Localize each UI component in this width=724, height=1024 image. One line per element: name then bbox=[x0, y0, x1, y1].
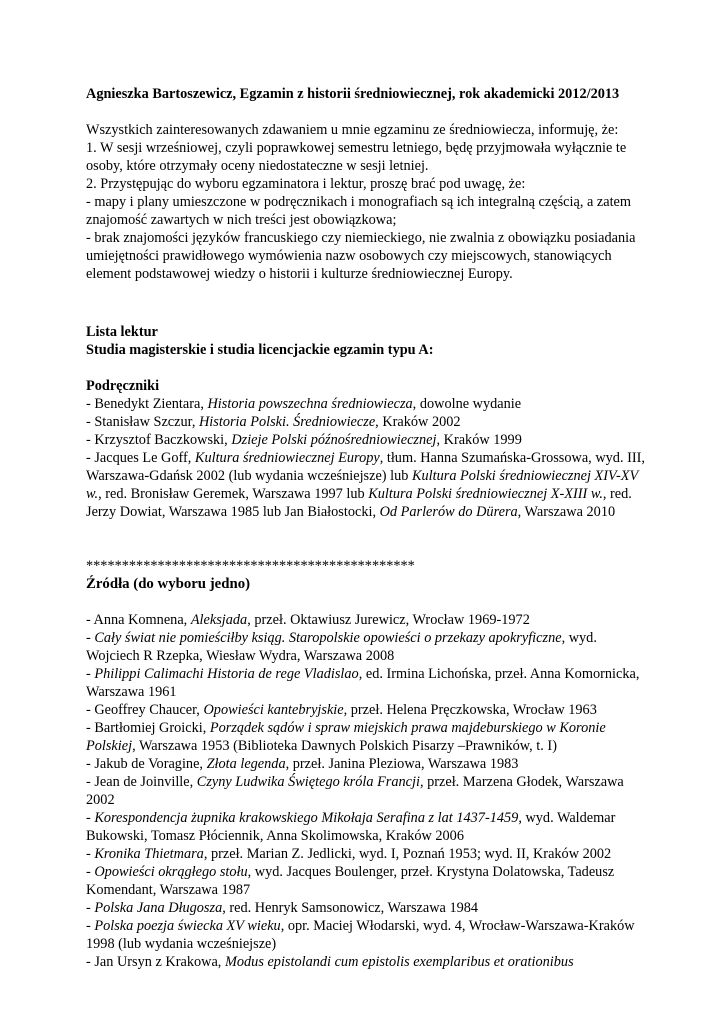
list-item: - Krzysztof Baczkowski, Dzieje Polski późnośredniowiecznej, Kraków 1999 bbox=[86, 432, 522, 448]
document-title: Agnieszka Bartoszewicz, Egzamin z historii średniowiecznej, rok akademicki 2012/2013 bbox=[86, 86, 620, 102]
list-item: - Korespondencja żupnika krakowskiego Mikołaja Serafina z lat 1437-1459, wyd. Waldemar Bukowski, Tomasz Płóciennik, Anna Skolimowska, Kraków 2006 bbox=[86, 810, 616, 844]
intro-paragraph: 1. W sesji wrześniowej, czyli poprawkowej semestru letniego, będę przyjmowała wyłącznie te osoby, które otrzymały oceny niedostateczne w sesji letniej. bbox=[86, 140, 627, 174]
sources-list bbox=[86, 611, 646, 971]
intro-paragraph: - brak znajomości języków francuskiego czy niemieckiego, nie zwalnia z obowiązku posiadania umiejętności prawidłowego wymówienia nazw osobowych czy miejscowych, stanowiących element podstawowej wiedzy o historii i kulturze średniowiecznej Europy. bbox=[86, 230, 636, 282]
reading-list-heading: Lista lektur bbox=[86, 324, 158, 340]
reading-list-subheading: Studia magisterskie i studia licencjackie egzamin typu A: bbox=[86, 342, 434, 358]
list-item: - Benedykt Zientara, Historia powszechna średniowiecza, dowolne wydanie bbox=[86, 396, 522, 412]
list-item: - Cały świat nie pomieściłby ksiąg. Staropolskie opowieści o przekazy apokryficzne, wyd. Wojciech R Rzepka, Wiesław Wydra, Warszawa 2008 bbox=[86, 630, 597, 664]
list-item: - Philippi Calimachi Historia de rege Vladislao, ed. Irmina Lichońska, przeł. Anna Komornicka, Warszawa 1961 bbox=[86, 666, 640, 700]
intro-paragraph: - mapy i plany umieszczone w podręcznikach i monografiach są ich integralną częścią, a zatem znajomość zawartych w nich treści jest obowiązkowa; bbox=[86, 194, 632, 228]
list-item: - Kronika Thietmara, przeł. Marian Z. Jedlicki, wyd. I, Poznań 1953; wyd. II, Kraków 2002 bbox=[86, 846, 612, 862]
list-item: - Opowieści okrągłego stołu, wyd. Jacques Boulenger, przeł. Krystyna Dolatowska, Tadeusz Komendant, Warszawa 1987 bbox=[86, 864, 615, 898]
list-item: - Geoffrey Chaucer, Opowieści kantebryjskie, przeł. Helena Pręczkowska, Wrocław 1963 bbox=[86, 702, 597, 718]
list-item: - Jacques Le Goff, Kultura średniowiecznej Europy, tłum. Hanna Szumańska-Grossowa, wyd. III, Warszawa-Gdańsk 2002 (lub wydania wcześniejsze) lub Kultura Polski średniowiecznej XIV-XV w., red. Bronisław Geremek, Warszawa 1997 lub Kultura Polski średniowiecznej X-XIII w., red. Jerzy Dowiat, Warszawa 1985 lub Jan Białostocki, Od Parlerów do Dürera, Warszawa 2010 bbox=[86, 450, 645, 520]
list-item: - Anna Komnena, Aleksjada, przeł. Oktawiusz Jurewicz, Wrocław 1969-1972 bbox=[86, 612, 530, 628]
intro-paragraph: Wszystkich zainteresowanych zdawaniem u mnie egzaminu ze średniowiecza, informuję, że: bbox=[86, 122, 619, 138]
list-item: - Jean de Joinville, Czyny Ludwika Świętego króla Francji, przeł. Marzena Głodek, Warszawa 2002 bbox=[86, 774, 624, 808]
sources-heading: Źródła (do wyboru jedno) bbox=[86, 576, 251, 592]
list-item: - Jan Ursyn z Krakowa, Modus epistolandi cum epistolis exemplaribus et orationibus bbox=[86, 954, 574, 970]
document-page bbox=[86, 85, 646, 971]
textbooks-heading: Podręczniki bbox=[86, 378, 160, 394]
list-item: - Stanisław Szczur, Historia Polski. Średniowiecze, Kraków 2002 bbox=[86, 414, 461, 430]
list-item: - Polska Jana Długosza, red. Henryk Samsonowicz, Warszawa 1984 bbox=[86, 900, 479, 916]
list-item: - Polska poezja świecka XV wieku, opr. Maciej Włodarski, wyd. 4, Wrocław-Warszawa-Kraków 1998 (lub wydania wcześniejsze) bbox=[86, 918, 635, 952]
separator: ********************************************** bbox=[86, 558, 415, 574]
intro-paragraph: 2. Przystępując do wyboru egzaminatora i lektur, proszę brać pod uwagę, że: bbox=[86, 176, 526, 192]
list-item: - Bartłomiej Groicki, Porządek sądów i spraw miejskich prawa majdeburskiego w Koronie Polskiej, Warszawa 1953 (Biblioteka Dawnych Polskich Pisarzy –Prawników, t. I) bbox=[86, 720, 606, 754]
list-item: - Jakub de Voragine, Złota legenda, przeł. Janina Pleziowa, Warszawa 1983 bbox=[86, 756, 519, 772]
